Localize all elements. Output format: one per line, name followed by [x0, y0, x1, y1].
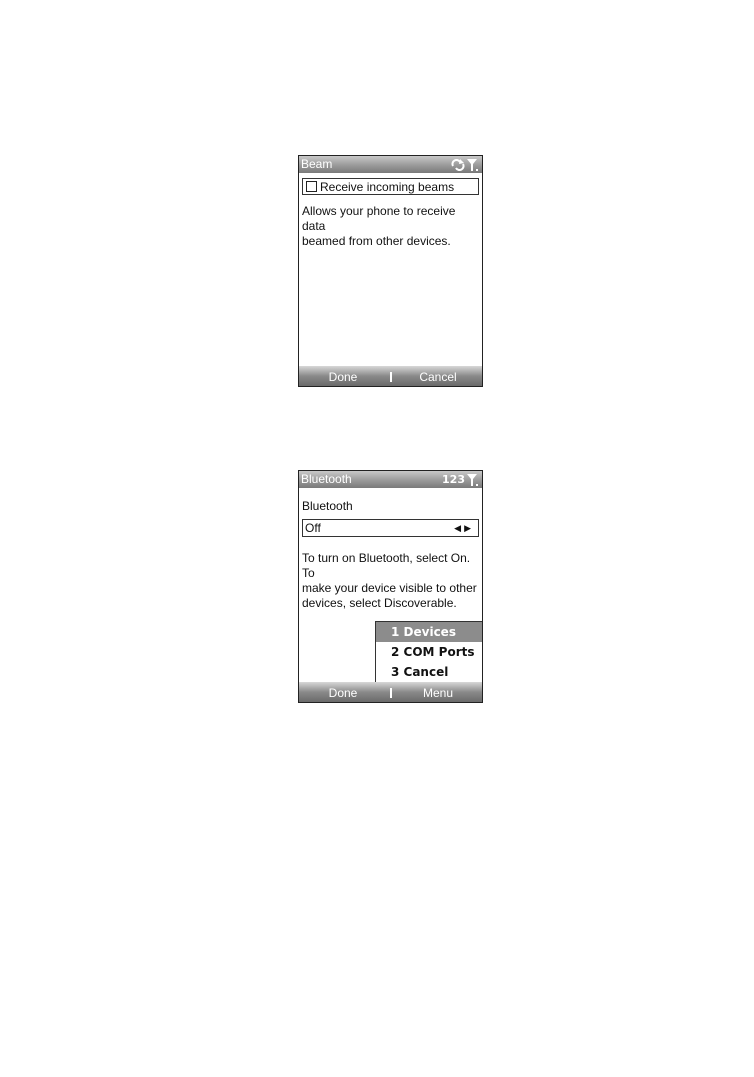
softkey-bar [299, 366, 482, 386]
input-mode-indicator: 123 [442, 473, 465, 486]
bluetooth-mode-picker[interactable] [302, 519, 479, 537]
done-softkey[interactable]: Done [328, 686, 358, 700]
softkey-divider [390, 372, 392, 382]
checkbox-box[interactable] [306, 181, 317, 192]
sync-icon [451, 159, 465, 171]
menu-item-cancel[interactable]: 3 Cancel [391, 665, 449, 679]
description-line: Allows your phone to receive data [302, 204, 456, 233]
menu-item-devices[interactable]: 1 Devices [376, 622, 482, 642]
picker-value: Off [305, 521, 321, 535]
description-line: beamed from other devices. [302, 234, 451, 248]
signal-icon [467, 473, 479, 487]
bluetooth-screen [298, 470, 483, 703]
done-softkey[interactable]: Done [328, 370, 358, 384]
beam-screen [298, 155, 483, 387]
signal-icon [467, 158, 479, 172]
popup-menu [375, 621, 482, 683]
softkey-bar [299, 682, 482, 702]
status-icons [451, 156, 479, 173]
left-right-arrows-icon[interactable]: ◀▶ [454, 523, 474, 533]
description-line: To turn on Bluetooth, select On. To [302, 551, 471, 580]
beam-description [302, 204, 480, 249]
bluetooth-description [302, 551, 480, 611]
checkbox-label: Receive incoming beams [320, 179, 455, 194]
screen-title: Beam [301, 157, 333, 171]
menu-item-com-ports[interactable]: 2 COM Ports [391, 645, 475, 659]
description-line: make your device visible to other [302, 581, 477, 595]
screen-title: Bluetooth [301, 472, 352, 486]
softkey-divider [390, 688, 392, 698]
description-line: devices, select Discoverable. [302, 596, 457, 610]
receive-beams-checkbox[interactable] [302, 178, 479, 195]
cancel-softkey[interactable]: Cancel [419, 370, 457, 384]
menu-softkey[interactable]: Menu [422, 686, 454, 700]
title-bar [299, 156, 482, 173]
bluetooth-field-label: Bluetooth [302, 499, 353, 513]
title-bar [299, 471, 482, 488]
status-icons [442, 471, 479, 488]
